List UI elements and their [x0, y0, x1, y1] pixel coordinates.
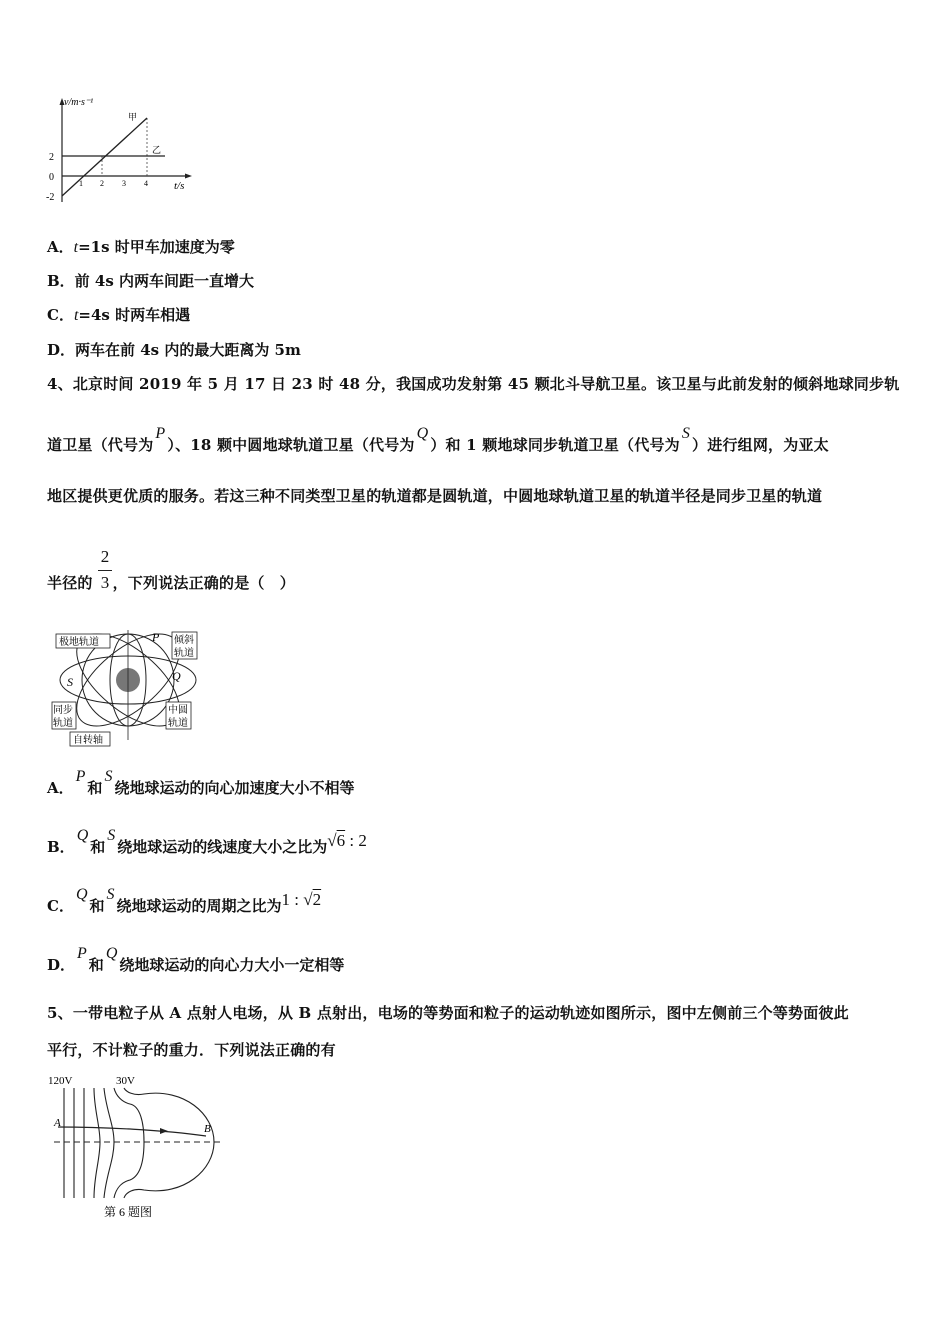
label-geo-2: 轨道: [53, 718, 73, 729]
symbol-p: P: [77, 945, 87, 962]
field-diagram: [44, 1070, 224, 1222]
q4-stem-line2: [47, 425, 829, 455]
label-30v: 30V: [116, 1075, 135, 1087]
ratio-tail: : 2: [345, 831, 367, 850]
x-tick-1: 1: [79, 179, 83, 188]
option-text: 绕地球运动的线速度大小之比为: [117, 838, 328, 856]
label-mid-1: 中圆: [168, 705, 188, 716]
line-jia: [62, 118, 147, 196]
q3-option-b[interactable]: B．前 4s 内两车间距一直增大: [47, 272, 255, 290]
text: 和: [87, 779, 103, 797]
equipotential-6: [114, 1088, 144, 1198]
fraction-denominator: 3: [100, 573, 110, 592]
text: 和: [89, 897, 105, 915]
orbit-diagram: [48, 628, 213, 750]
equipotential-7: [124, 1088, 214, 1198]
option-text: =1s 时甲车加速度为零: [78, 238, 235, 256]
y-tick-neg2: -2: [46, 192, 55, 203]
symbol-q: Q: [105, 945, 118, 962]
sqrt-radicand: 6: [336, 831, 346, 850]
q5-stem-line1: 5、一带电粒子从 A 点射人电场，从 B 点射出，电场的等势面和粒子的运动轨迹如图所示，图中左侧前三个等势面彼此: [47, 1004, 849, 1022]
fraction-bar: [98, 570, 112, 571]
symbol-q: Q: [416, 425, 429, 442]
var-t: t: [73, 239, 79, 256]
label-axis: 自转轴: [73, 735, 103, 746]
math-sqrt6-ratio: [327, 831, 367, 850]
label-s: S: [67, 675, 73, 689]
q3-option-c[interactable]: [47, 304, 190, 325]
symbol-s: S: [681, 425, 691, 442]
symbol-s: S: [106, 886, 115, 903]
q3-option-a[interactable]: [47, 236, 235, 257]
x-tick-3: 3: [122, 179, 126, 188]
text: 和: [90, 838, 106, 856]
q4-stem-line4: [47, 572, 295, 593]
symbol-p: P: [155, 425, 166, 442]
text: ）进行组网，为亚太: [692, 436, 829, 454]
option-text: =4s 时两车相遇: [78, 306, 191, 324]
sqrt-sign: √: [327, 831, 337, 850]
q5-stem-line2: 平行，不计粒子的重力．下列说法正确的有: [47, 1041, 336, 1059]
equipotential-5: [104, 1088, 114, 1198]
text: ）和 1 颗地球同步轨道卫星（代号为: [430, 436, 680, 454]
q4-option-c[interactable]: [47, 886, 322, 916]
figure-caption: 第 6 题图: [104, 1205, 153, 1219]
y-axis-label: v/m·s⁻¹: [64, 97, 94, 108]
option-letter: C．: [47, 306, 74, 324]
option-letter: D．: [47, 956, 76, 974]
label-tilted-2: 轨道: [174, 648, 194, 659]
symbol-q: Q: [76, 827, 89, 844]
label-tilted-1: 倾斜: [174, 635, 194, 646]
sqrt-radicand: 2: [312, 890, 322, 909]
q4-option-d[interactable]: [47, 945, 345, 975]
x-tick-4: 4: [144, 179, 148, 188]
y-tick-0: 0: [49, 172, 54, 183]
text: 和: [88, 956, 104, 974]
y-tick-2: 2: [49, 152, 54, 163]
option-letter: B．: [47, 838, 75, 856]
label-q: Q: [172, 669, 181, 683]
q4-stem-line3: 地区提供更优质的服务。若这三种不同类型卫星的轨道都是圆轨道，中圆地球轨道卫星的轨道半径是同步卫星的轨道: [47, 487, 823, 505]
var-t: t: [73, 307, 79, 324]
x-tick-2: 2: [100, 179, 104, 188]
label-a: A: [54, 1117, 61, 1129]
trajectory: [58, 1127, 206, 1136]
text: 道卫星（代号为: [47, 436, 154, 454]
q3-option-d[interactable]: D．两车在前 4s 内的最大距离为 5m: [47, 341, 301, 359]
text: 半径的: [47, 574, 93, 592]
label-yi: 乙: [152, 145, 162, 155]
label-p: P: [152, 630, 160, 644]
fraction-numerator: 2: [100, 547, 110, 566]
equipotential-4: [94, 1088, 100, 1198]
option-letter: A．: [47, 779, 74, 797]
math-ratio-sqrt2: [282, 890, 322, 909]
q4-stem-line1: 4、北京时间 2019 年 5 月 17 日 23 时 48 分，我国成功发射第 45 颗北斗导航卫星。该卫星与此前发射的倾斜地球同步轨: [47, 375, 900, 393]
option-letter: A．: [47, 238, 74, 256]
trajectory-arrow: [160, 1128, 168, 1134]
label-b: B: [204, 1123, 211, 1135]
symbol-s: S: [107, 827, 116, 844]
label-jia: 甲: [128, 112, 138, 122]
option-text: 绕地球运动的向心加速度大小不相等: [114, 779, 355, 797]
x-axis-label: t/s: [174, 180, 185, 192]
label-polar-orbit: 极地轨道: [59, 637, 99, 648]
label-mid-2: 轨道: [168, 718, 188, 729]
symbol-q: Q: [75, 886, 88, 903]
label-120v: 120V: [48, 1075, 73, 1087]
label-geo-1: 同步: [53, 705, 73, 716]
ratio-head: 1 :: [281, 890, 304, 909]
sqrt-sign: √: [303, 890, 313, 909]
symbol-s: S: [104, 768, 113, 785]
option-text: 绕地球运动的向心力大小一定相等: [119, 956, 345, 974]
x-axis-arrow: [185, 174, 192, 179]
vt-graph: [40, 92, 200, 212]
text: ，下列说法正确的是（ ）: [112, 574, 296, 592]
option-text: 绕地球运动的周期之比为: [116, 897, 282, 915]
text: ）、18 颗中圆地球轨道卫星（代号为: [167, 436, 415, 454]
symbol-p: P: [75, 768, 86, 785]
q4-option-a[interactable]: [47, 768, 355, 798]
option-letter: C．: [47, 897, 74, 915]
q4-option-b[interactable]: [47, 827, 367, 857]
